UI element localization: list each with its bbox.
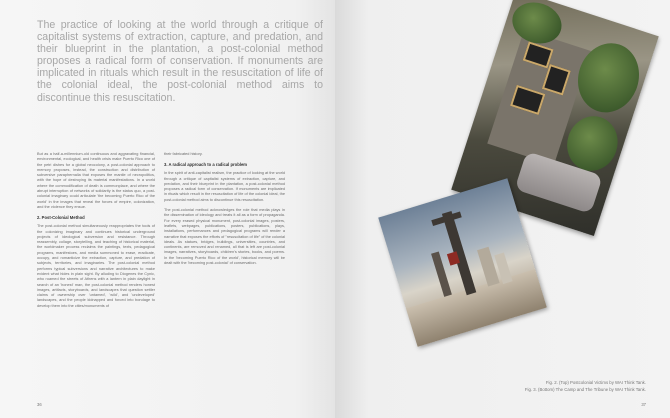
text-column-2 <box>164 152 285 271</box>
section-heading: 2. Post-Colonial Method <box>37 215 85 221</box>
paragraph: But as a half-a-millennium-old continuous and aggravating financial, environmental, ecological, and health crisis make Puerto Rico one of the petri dishes for a global neocolony, a post-colonial approach to memory proposes, instead, the construction and distribution of subversive paraphernalia that exposes the mantle of necropolitics, with the hope of destroying its material manifestations. In a world where the commodification of death is commonplace, and where the abrupt interruption of networks of solidarity is the status quo, a post-colonial imaginary could articulate 'the becoming Puerto Rico of the world' in the images that reveal the forces of empire, colonization, and the violence they ensue. <box>37 152 155 209</box>
tower-shape <box>477 247 500 287</box>
paragraph: In the spirit of anti-capitalist realism, the practice of looking at the world through a critique of capitalist systems of extraction, capture, and predation, and their blueprint in the plantation, a post-colonial method proposes a radical form of conservation. If monuments are implicated in rituals which result in the resuscitation of life of the colonial ideal, the post-colonial method aims to discontinue this resuscitation. <box>164 171 285 202</box>
paragraph: their fabricated history. <box>164 152 203 156</box>
page-number-left: 36 <box>37 402 42 407</box>
intro-pull-quote: The practice of looking at the world through a critique of capitalist systems of extraction, capture, and predation, and their blueprint in the plantation, a post-colonial method proposes a radical form of conservation. If monuments are implicated in rituals which result in the resuscitation of life of the colonial ideal, the post-colonial method aims to discontinue this resuscitation. <box>37 19 323 104</box>
figure-captions <box>486 379 646 393</box>
paragraph: The post-colonial method acknowledges the role that media plays in the dissemination of ideology and treats it all as a form of propaganda. For every erased physical monument, post-colonial images, posters, leaflets, webpages, publications, posters, publications, plays, installations, performances and pedagogical programs will render a narrative that exposes the efforts of "resuscitation of life" of the colonial ideals. As statues, bridges, buildings, universities, countries, and continents, are removed and renamed, all that is left are post-colonial images, narratives, storyboards, children's stories, books, and poems. In the 'becoming Puerto Rico of the world', historical memory will be dealt with the 'becoming post-colonial' of conservation. <box>164 208 285 266</box>
text-column-1 <box>37 152 155 314</box>
caption-fig2: Fig. 2. (Top) Postcolonial Victims by WAI Think Tank. <box>545 380 646 385</box>
section-heading: 3. A radical approach to a radical problem <box>164 162 247 168</box>
paragraph: The post-colonial method simultaneously reappropriates the tools of the colonizing imaginary and continues historical underground projects of ideological subversion and resistance. Through reassembly, collage, storytelling, and teaching of historical material, the worldmaker process reclaims the paintings, texts, pedagogical programs, manifestoes, and media summoned to erase, eradicate, occupy, and romanticize the extraction, capture, and predation of subjects, territories, and imaginaries. The post-colonial method performs typical subversions and narrative architectures to make evident what hides in plain sight. By alluding to Diogenes the Cynic, who roamed the streets of Athens with a lantern in plain daylight in search of an 'honest' man, the post-colonial method renders honest images, artifacts, storyboards, and landscapes that question settler claims of ownership over 'untamed', 'wild', and 'undeveloped' landscapes, and the people kidnapped and forced into bondage to develop them into the cities/monuments of <box>37 224 155 308</box>
page-number-right: 37 <box>641 402 646 407</box>
caption-fig3: Fig. 3. (Bottom) The Camp and The Tribune by WAI Think Tank. <box>524 387 646 392</box>
